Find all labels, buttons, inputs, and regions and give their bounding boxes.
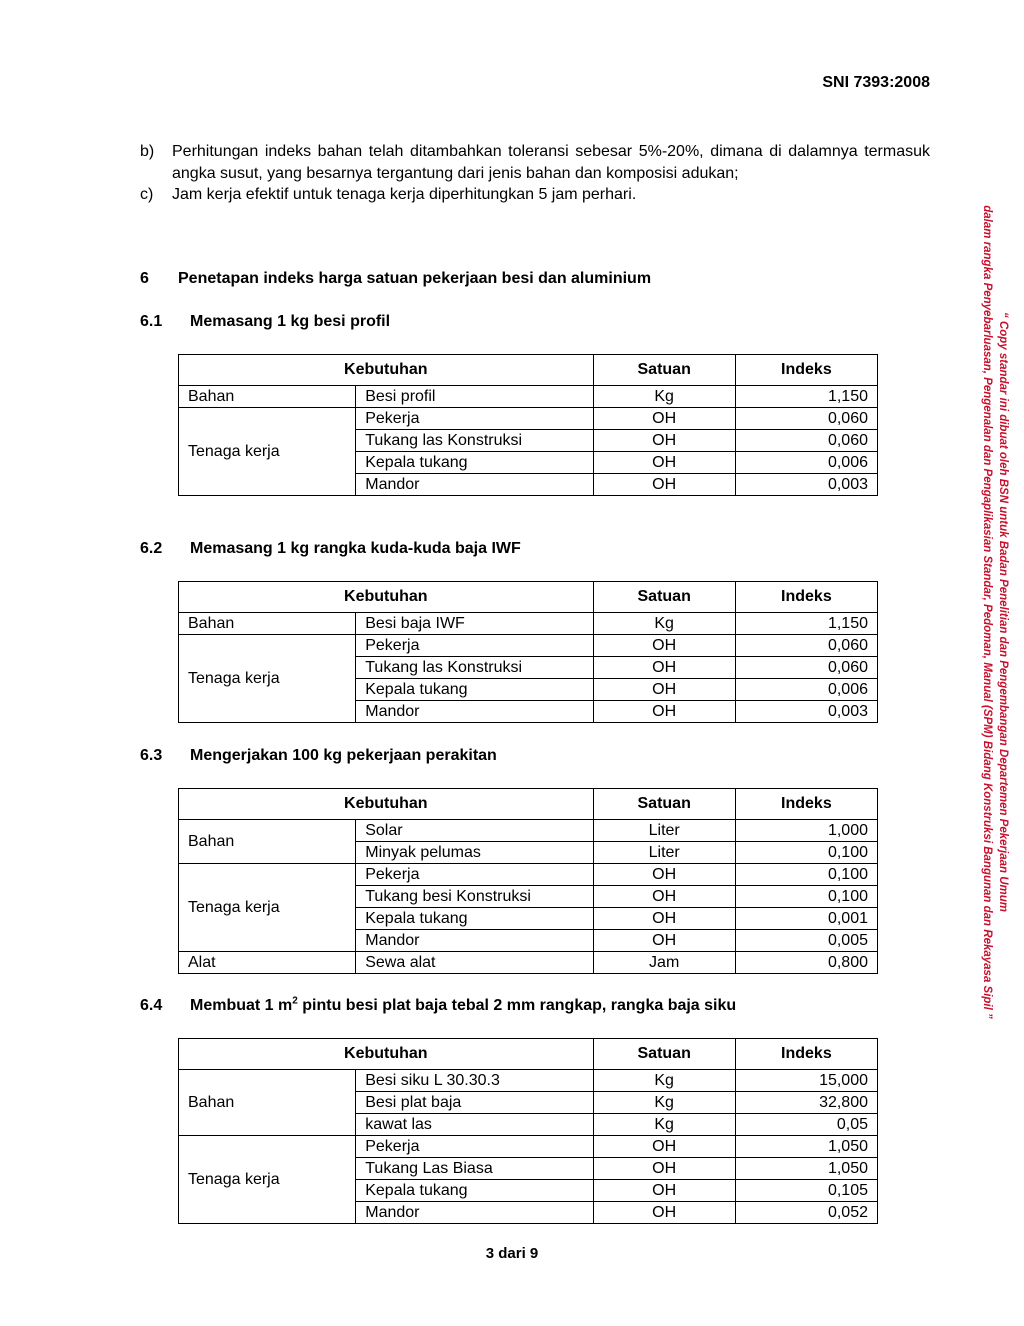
table-header-row (179, 355, 878, 386)
header-kebutuhan: Kebutuhan (179, 582, 594, 613)
section-number: 6.4 (140, 997, 163, 1015)
category-cell: Tenaga kerja (179, 1136, 356, 1224)
table-row (179, 408, 878, 430)
section-6-heading (140, 270, 651, 288)
table-row (179, 864, 878, 886)
header-indeks: Indeks (735, 789, 877, 820)
unit-cell: OH (593, 657, 735, 679)
index-cell: 0,003 (735, 474, 877, 496)
unit-cell: Liter (593, 842, 735, 864)
category-cell: Bahan (179, 613, 356, 635)
index-cell: 0,060 (735, 657, 877, 679)
unit-cell: OH (593, 408, 735, 430)
item-cell: Solar (356, 820, 593, 842)
table-header-row (179, 1039, 878, 1070)
unit-cell: Kg (593, 1114, 735, 1136)
category-cell: Bahan (179, 820, 356, 864)
unit-cell: Kg (593, 386, 735, 408)
table-header-row (179, 582, 878, 613)
index-cell: 1,150 (735, 613, 877, 635)
index-cell: 0,05 (735, 1114, 877, 1136)
unit-cell: OH (593, 635, 735, 657)
item-cell: Kepala tukang (356, 908, 593, 930)
header-satuan: Satuan (593, 582, 735, 613)
item-cell: Mandor (356, 701, 593, 723)
unit-cell: OH (593, 1202, 735, 1224)
item-cell: Kepala tukang (356, 679, 593, 701)
unit-cell: Jam (593, 952, 735, 974)
section-6-2-heading (140, 540, 521, 558)
unit-cell: Kg (593, 1092, 735, 1114)
section-number: 6.2 (140, 540, 163, 557)
unit-cell: Kg (593, 1070, 735, 1092)
index-cell: 0,060 (735, 635, 877, 657)
header-indeks: Indeks (735, 1039, 877, 1070)
category-cell: Bahan (179, 386, 356, 408)
header-kebutuhan: Kebutuhan (179, 1039, 594, 1070)
table-6-1 (178, 354, 878, 496)
section-6-1-heading (140, 313, 390, 331)
item-cell: Besi baja IWF (356, 613, 593, 635)
index-cell: 0,800 (735, 952, 877, 974)
index-cell: 1,050 (735, 1158, 877, 1180)
item-cell: Mandor (356, 1202, 593, 1224)
header-indeks: Indeks (735, 355, 877, 386)
category-cell: Tenaga kerja (179, 864, 356, 952)
index-cell: 0,052 (735, 1202, 877, 1224)
item-cell: Tukang las Konstruksi (356, 657, 593, 679)
unit-cell: OH (593, 679, 735, 701)
index-cell: 0,005 (735, 930, 877, 952)
item-cell: Pekerja (356, 864, 593, 886)
table-6-4 (178, 1038, 878, 1224)
section-number: 6.3 (140, 747, 163, 764)
header-indeks: Indeks (735, 582, 877, 613)
item-cell: Besi siku L 30.30.3 (356, 1070, 593, 1092)
list-marker: b) (140, 143, 155, 160)
table-row (179, 820, 878, 842)
unit-cell: OH (593, 1136, 735, 1158)
unit-cell: Kg (593, 613, 735, 635)
unit-cell: OH (593, 864, 735, 886)
index-cell: 0,006 (735, 679, 877, 701)
section-6-3-heading (140, 747, 497, 765)
header-satuan: Satuan (593, 355, 735, 386)
item-cell: Mandor (356, 930, 593, 952)
list-item (140, 141, 930, 184)
list-item (140, 184, 930, 206)
item-cell: Mandor (356, 474, 593, 496)
notes-list (140, 141, 930, 206)
index-cell: 1,050 (735, 1136, 877, 1158)
document-code: SNI 7393:2008 (822, 74, 930, 91)
unit-cell: OH (593, 474, 735, 496)
index-cell: 1,150 (735, 386, 877, 408)
item-cell: Sewa alat (356, 952, 593, 974)
category-cell: Tenaga kerja (179, 635, 356, 723)
table-6-3 (178, 788, 878, 974)
section-title: Membuat 1 $m^2$ pintu besi plat baja tebal 2 mm rangkap, rangka baja siku (190, 996, 737, 1015)
table-header-row (179, 789, 878, 820)
index-cell: 0,100 (735, 886, 877, 908)
page-number: 3 dari 9 (485, 1245, 539, 1262)
header-kebutuhan: Kebutuhan (179, 355, 594, 386)
table-row (179, 1136, 878, 1158)
item-cell: Besi profil (356, 386, 593, 408)
unit-cell: OH (593, 452, 735, 474)
list-text: Jam kerja efektif untuk tenaga kerja diperhitungkan 5 jam perhari. (172, 186, 637, 203)
index-cell: 0,003 (735, 701, 877, 723)
index-cell: 1,000 (735, 820, 877, 842)
item-cell: Minyak pelumas (356, 842, 593, 864)
unit-cell: OH (593, 430, 735, 452)
watermark-line-1: “ Copy standar ini dibuat oleh BSN untuk Badan Penelitian dan Pengembangan Departemen Pekerjaan Umum (997, 311, 1009, 913)
section-title: Penetapan indeks harga satuan pekerjaan besi dan aluminium (178, 270, 652, 287)
item-cell: Besi plat baja (356, 1092, 593, 1114)
item-cell: Tukang Las Biasa (356, 1158, 593, 1180)
index-cell: 0,060 (735, 408, 877, 430)
header-satuan: Satuan (593, 1039, 735, 1070)
index-cell: 0,001 (735, 908, 877, 930)
index-cell: 0,006 (735, 452, 877, 474)
header-satuan: Satuan (593, 789, 735, 820)
unit-cell: Liter (593, 820, 735, 842)
item-cell: Tukang las Konstruksi (356, 430, 593, 452)
section-number: 6 (140, 270, 149, 287)
section-number: 6.1 (140, 313, 163, 330)
list-marker: c) (140, 186, 154, 203)
list-text: Perhitungan indeks bahan telah ditambahkan toleransi sebesar 5%-20%, dimana di dalamnya termasuk angka susut, yang besarnya tergantung dari jenis bahan dan komposisi adukan; (172, 143, 930, 182)
unit-cell: OH (593, 1158, 735, 1180)
header-kebutuhan: Kebutuhan (179, 789, 594, 820)
section-title: Memasang 1 kg rangka kuda-kuda baja IWF (190, 540, 521, 557)
index-cell: 0,100 (735, 864, 877, 886)
section-title: Mengerjakan 100 kg pekerjaan perakitan (190, 747, 497, 764)
table-row (179, 952, 878, 974)
watermark-line-2: dalam rangka Penyebarluasan, Pengenalan dan Pengaplikasian Standar, Pedoman, Manual (SPM) Bidang Konstruksi Bangunan dan Rekayasa Sipil ” (981, 205, 993, 1019)
index-cell: 0,105 (735, 1180, 877, 1202)
table-row (179, 1070, 878, 1092)
item-cell: Kepala tukang (356, 1180, 593, 1202)
category-cell: Alat (179, 952, 356, 974)
section-6-4-heading (140, 996, 736, 1015)
category-cell: Tenaga kerja (179, 408, 356, 496)
unit-cell: OH (593, 886, 735, 908)
index-cell: 15,000 (735, 1070, 877, 1092)
index-cell: 0,100 (735, 842, 877, 864)
index-cell: 0,060 (735, 430, 877, 452)
table-6-2 (178, 581, 878, 723)
item-cell: Tukang besi Konstruksi (356, 886, 593, 908)
table-row (179, 386, 878, 408)
table-row (179, 635, 878, 657)
item-cell: Kepala tukang (356, 452, 593, 474)
table-row (179, 613, 878, 635)
category-cell: Bahan (179, 1070, 356, 1136)
unit-cell: OH (593, 701, 735, 723)
unit-cell: OH (593, 1180, 735, 1202)
item-cell: Pekerja (356, 408, 593, 430)
item-cell: Pekerja (356, 635, 593, 657)
unit-cell: OH (593, 908, 735, 930)
item-cell: kawat las (356, 1114, 593, 1136)
section-title: Memasang 1 kg besi profil (190, 313, 391, 330)
index-cell: 32,800 (735, 1092, 877, 1114)
unit-cell: OH (593, 930, 735, 952)
item-cell: Pekerja (356, 1136, 593, 1158)
